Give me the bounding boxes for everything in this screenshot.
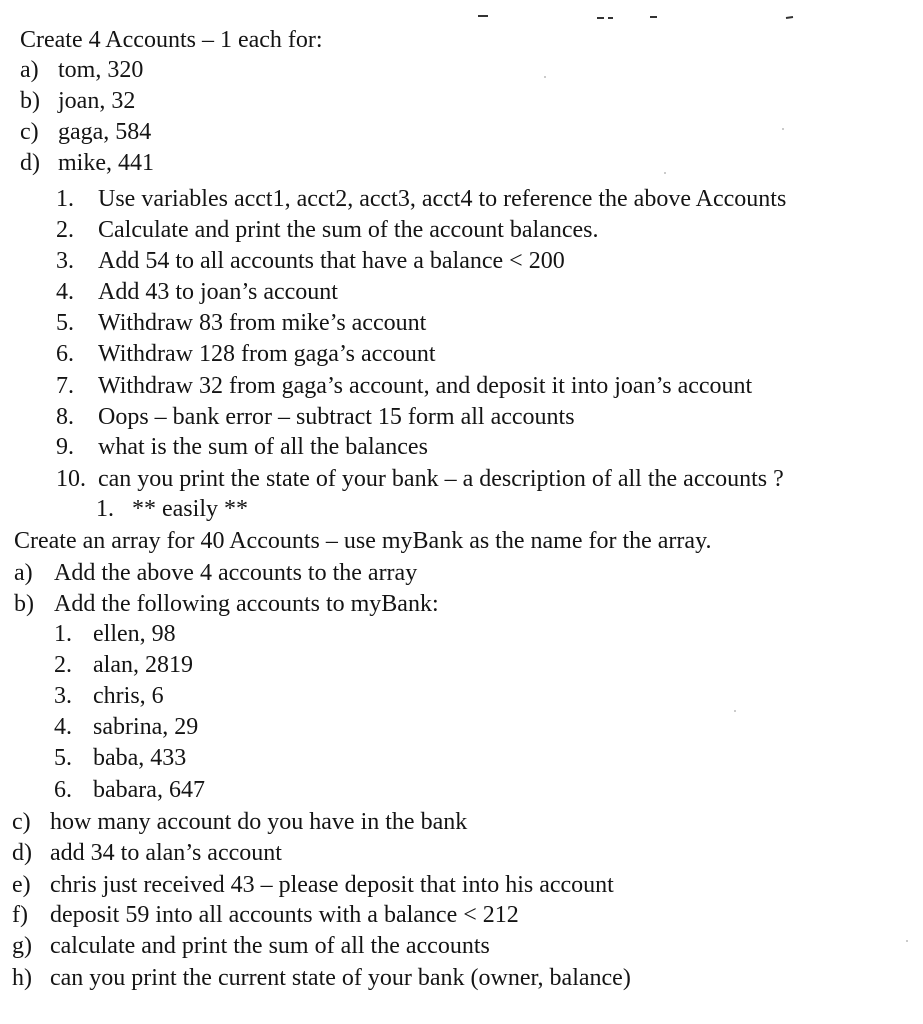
new-account-text: ellen, 98 — [93, 621, 176, 647]
list-marker: 4. — [54, 714, 72, 740]
bank-item — [14, 558, 417, 588]
account-text: tom, 320 — [58, 57, 144, 83]
new-account-text: babara, 647 — [93, 777, 205, 803]
scan-speck — [734, 710, 736, 712]
list-marker: c) — [20, 119, 39, 145]
task-text: Add 54 to all accounts that have a balance < 200 — [98, 248, 565, 274]
new-account-item — [54, 619, 176, 649]
list-marker: d) — [12, 840, 32, 866]
new-account-text: chris, 6 — [93, 683, 164, 709]
task-text: Withdraw 32 from gaga’s account, and deposit it into joan’s account — [98, 373, 753, 399]
bank-item — [12, 963, 631, 993]
task-item — [56, 402, 575, 432]
task-item — [56, 308, 426, 338]
task-text: Withdraw 83 from mike’s account — [98, 310, 427, 336]
new-account-item — [54, 681, 164, 711]
list-marker: 6. — [54, 777, 72, 803]
bank-item — [12, 838, 282, 868]
list-marker: 1. — [56, 186, 74, 212]
list-marker: 2. — [54, 652, 72, 678]
task-text: Withdraw 128 from gaga’s account — [98, 341, 436, 367]
account-text: gaga, 584 — [58, 119, 152, 145]
list-marker: 9. — [56, 434, 74, 460]
bank-item-text: chris just received 43 – please deposit that into his account — [50, 872, 614, 898]
bank-item — [12, 931, 490, 961]
part1-heading: Create 4 Accounts – 1 each for: — [20, 27, 323, 53]
sub-note-text: ** easily ** — [132, 496, 248, 522]
sub-note — [96, 494, 248, 524]
list-marker: e) — [12, 872, 31, 898]
list-marker: 1. — [96, 496, 114, 522]
list-marker: 7. — [56, 373, 74, 399]
task-text: Calculate and print the sum of the account balances. — [98, 217, 599, 243]
bank-item-text: Add the above 4 accounts to the array — [54, 560, 418, 586]
scan-speck — [544, 76, 546, 78]
bank-item-text: add 34 to alan’s account — [50, 840, 282, 866]
task-item — [56, 339, 436, 369]
scan-speck — [906, 940, 908, 942]
bank-item-text: how many account do you have in the bank — [50, 809, 468, 835]
new-account-text: sabrina, 29 — [93, 714, 199, 740]
scan-speck — [782, 128, 784, 130]
list-marker: 3. — [56, 248, 74, 274]
task-item — [56, 215, 598, 245]
list-marker: 4. — [56, 279, 74, 305]
task-item — [56, 432, 428, 462]
list-marker: f) — [12, 902, 28, 928]
list-marker: g) — [12, 933, 32, 959]
list-marker: 2. — [56, 217, 74, 243]
list-marker: c) — [12, 809, 31, 835]
list-marker: b) — [20, 88, 40, 114]
task-text: Oops – bank error – subtract 15 form all accounts — [98, 404, 575, 430]
bank-item — [12, 807, 467, 837]
bank-item — [12, 900, 519, 930]
task-text: Use variables acct1, acct2, acct3, acct4 to reference the above Accounts — [98, 186, 787, 212]
new-account-text: alan, 2819 — [93, 652, 193, 678]
list-marker: 3. — [54, 683, 72, 709]
task-item — [56, 184, 786, 214]
task-text: can you print the state of your bank – a description of all the accounts ? — [98, 466, 784, 492]
list-marker: 10. — [56, 466, 86, 492]
account-text: joan, 32 — [58, 88, 136, 114]
new-account-item — [54, 743, 186, 773]
list-marker: b) — [14, 591, 34, 617]
task-item — [56, 277, 338, 307]
account-item — [20, 86, 135, 116]
list-marker: a) — [14, 560, 33, 586]
list-marker: a) — [20, 57, 39, 83]
list-marker: 5. — [56, 310, 74, 336]
list-marker: 5. — [54, 745, 72, 771]
account-text: mike, 441 — [58, 150, 154, 176]
task-text: Add 43 to joan’s account — [98, 279, 338, 305]
list-marker: 8. — [56, 404, 74, 430]
account-item — [20, 117, 151, 147]
task-item — [56, 246, 565, 276]
bank-item-text: calculate and print the sum of all the accounts — [50, 933, 490, 959]
list-marker: 1. — [54, 621, 72, 647]
bank-item-text: Add the following accounts to myBank: — [54, 591, 439, 617]
account-item — [20, 55, 143, 85]
part2-heading: Create an array for 40 Accounts – use myBank as the name for the array. — [14, 528, 712, 554]
scan-speck — [664, 172, 666, 174]
bank-item — [14, 589, 439, 619]
task-item — [56, 371, 752, 401]
list-marker: h) — [12, 965, 32, 991]
new-account-item — [54, 775, 205, 805]
new-account-item — [54, 712, 198, 742]
task-item — [56, 464, 784, 494]
list-marker: d) — [20, 150, 40, 176]
list-marker: 6. — [56, 341, 74, 367]
task-text: what is the sum of all the balances — [98, 434, 428, 460]
new-account-text: baba, 433 — [93, 745, 187, 771]
account-item — [20, 148, 154, 178]
new-account-item — [54, 650, 193, 680]
bank-item — [12, 870, 614, 900]
bank-item-text: can you print the current state of your bank (owner, balance) — [50, 965, 631, 991]
bank-item-text: deposit 59 into all accounts with a balance < 212 — [50, 902, 519, 928]
